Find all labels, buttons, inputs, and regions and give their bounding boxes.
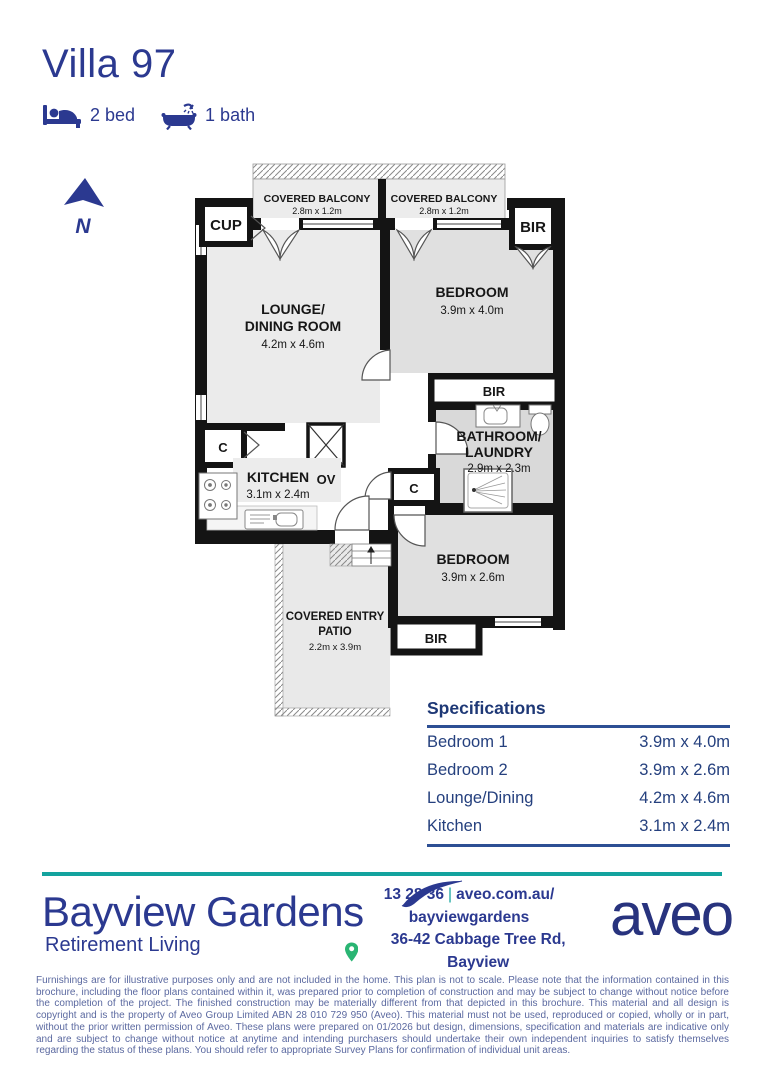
bath-icon <box>161 100 197 130</box>
patio-dims: 2.2m x 3.9m <box>308 642 362 653</box>
balcony-right-dims: 2.8m x 1.2m <box>419 206 469 216</box>
bir2-label: BIR <box>424 631 448 646</box>
oven-label: OV <box>316 472 336 487</box>
patio-label-1: COVERED ENTRY <box>285 611 385 623</box>
bathroom-label-2: LAUNDRY <box>465 444 533 460</box>
balcony-right-label: COVERED BALCONY <box>390 193 498 205</box>
patio-edge-hatch-left <box>275 544 283 716</box>
north-label: N <box>75 215 91 238</box>
spec-value: 3.1m x 2.4m <box>639 817 730 835</box>
bed-count <box>42 102 135 129</box>
footer-divider <box>42 872 722 876</box>
spec-row-lounge <box>427 784 730 812</box>
separator: | <box>448 886 453 903</box>
website-url[interactable]: aveo.com.au/ <box>456 886 555 903</box>
aveo-logo: aveo <box>610 881 733 948</box>
spec-label: Bedroom 2 <box>427 761 508 779</box>
community-tagline: Retirement Living <box>45 934 201 956</box>
bathroom-label-1: BATHROOM/ <box>456 428 542 444</box>
spec-row-bedroom2 <box>427 756 730 784</box>
door-gap-lounge-balcony <box>261 218 299 230</box>
entry-hatch <box>330 544 352 566</box>
north-arrow-icon <box>56 176 110 210</box>
bed-bath-summary <box>42 100 269 130</box>
kitchen-dims: 3.1m x 2.4m <box>246 489 310 501</box>
specifications-title: Specifications <box>427 698 730 728</box>
phone-number: 13 28 36 <box>383 886 445 903</box>
bed-count-label: 2 bed <box>90 104 136 125</box>
wall-bath-left-a <box>428 410 436 422</box>
bedroom2-label: BEDROOM <box>436 551 510 567</box>
spec-row-kitchen <box>427 812 730 847</box>
location-pin-icon <box>345 942 358 962</box>
balcony-roof-hatch <box>253 164 505 179</box>
bedroom1-label: BEDROOM <box>435 284 509 300</box>
spec-label: Lounge/Dining <box>427 789 534 807</box>
spec-value: 4.2m x 4.6m <box>639 789 730 807</box>
bir1-label: BIR <box>482 384 506 399</box>
bir-top-label: BIR <box>520 219 546 236</box>
address-line <box>345 929 593 974</box>
spec-value: 3.9m x 4.0m <box>639 733 730 751</box>
bath-count-label: 1 bath <box>205 104 256 125</box>
spec-row-bedroom1 <box>427 728 730 756</box>
bedroom2-dims: 3.9m x 2.6m <box>441 572 505 584</box>
spec-value: 3.9m x 2.6m <box>639 761 730 779</box>
wall-right <box>553 198 565 630</box>
door-gap-entry <box>335 530 369 544</box>
bedroom1-dims: 3.9m x 4.0m <box>440 305 504 317</box>
bath-count <box>161 100 255 130</box>
disclaimer-text: Furnishings are for illustrative purposes only and are not included in the home. This plan is not to scale. Please note that the information contained in this brochure, including the floor plans contained within it, was prepared prior to completion of construction and may be subject to change without notice before the completion of the project. The finished construction may be materially different from that depicted in this brochure. This material and all design is copyright and is the property of Aveo Group Limited ABN 28 010 729 950 (Aveo). This material must not be used, reproduced or copied, wholly or in part, without the prior written permission of Aveo. These plans were prepared on 01/2026 but design, dimensions, specification and materials are indicative only and are subject to change without notice at anytime and intending purchasers should undertake their own independent inquiries to satisfy themselves regarding the status of these plans. You should refer to appropriate Survey Plans for confirmation of individual unit areas. <box>36 975 729 1057</box>
door-cupboard-bath <box>365 472 391 499</box>
bed-icon <box>42 102 82 129</box>
address-text: 36-42 Cabbage Tree Rd, Bayview <box>390 931 566 971</box>
north-indicator <box>56 176 110 239</box>
lounge-label-1: LOUNGE/ <box>261 301 325 317</box>
website-url-line2[interactable]: bayviewgardens <box>408 908 530 926</box>
kitchen-sink-tap <box>273 515 277 520</box>
lounge-dims: 4.2m x 4.6m <box>261 339 325 351</box>
shower-head <box>472 488 476 492</box>
wall-lounge-bed1 <box>380 218 390 350</box>
cupboard-top-label: CUP <box>210 217 242 234</box>
cupboard-kitchen-label: C <box>218 440 228 455</box>
bathroom-dims: 2.9m x 2.3m <box>467 463 531 475</box>
patio-label-2: PATIO <box>318 626 352 638</box>
balcony-left-label: COVERED BALCONY <box>263 193 371 205</box>
floorplan <box>185 158 575 723</box>
cooktop <box>199 473 237 519</box>
spec-label: Kitchen <box>427 817 483 835</box>
spec-label: Bedroom 1 <box>427 733 508 751</box>
kitchen-label: KITCHEN <box>246 469 310 485</box>
cupboard-bath-label: C <box>409 481 419 496</box>
page-title: Villa 97 <box>42 42 177 86</box>
wall-balcony-divider <box>378 179 386 224</box>
contact-block <box>345 884 593 974</box>
patio-edge-hatch-bottom <box>275 708 390 716</box>
balcony-left-dims: 2.8m x 1.2m <box>292 206 342 216</box>
lounge-label-2: DINING ROOM <box>244 318 342 334</box>
door-gap-bed1-balcony <box>395 218 433 230</box>
specifications-table <box>427 698 730 847</box>
contact-line-1 <box>345 884 593 907</box>
community-logo: Bayview Gardens <box>42 888 364 935</box>
